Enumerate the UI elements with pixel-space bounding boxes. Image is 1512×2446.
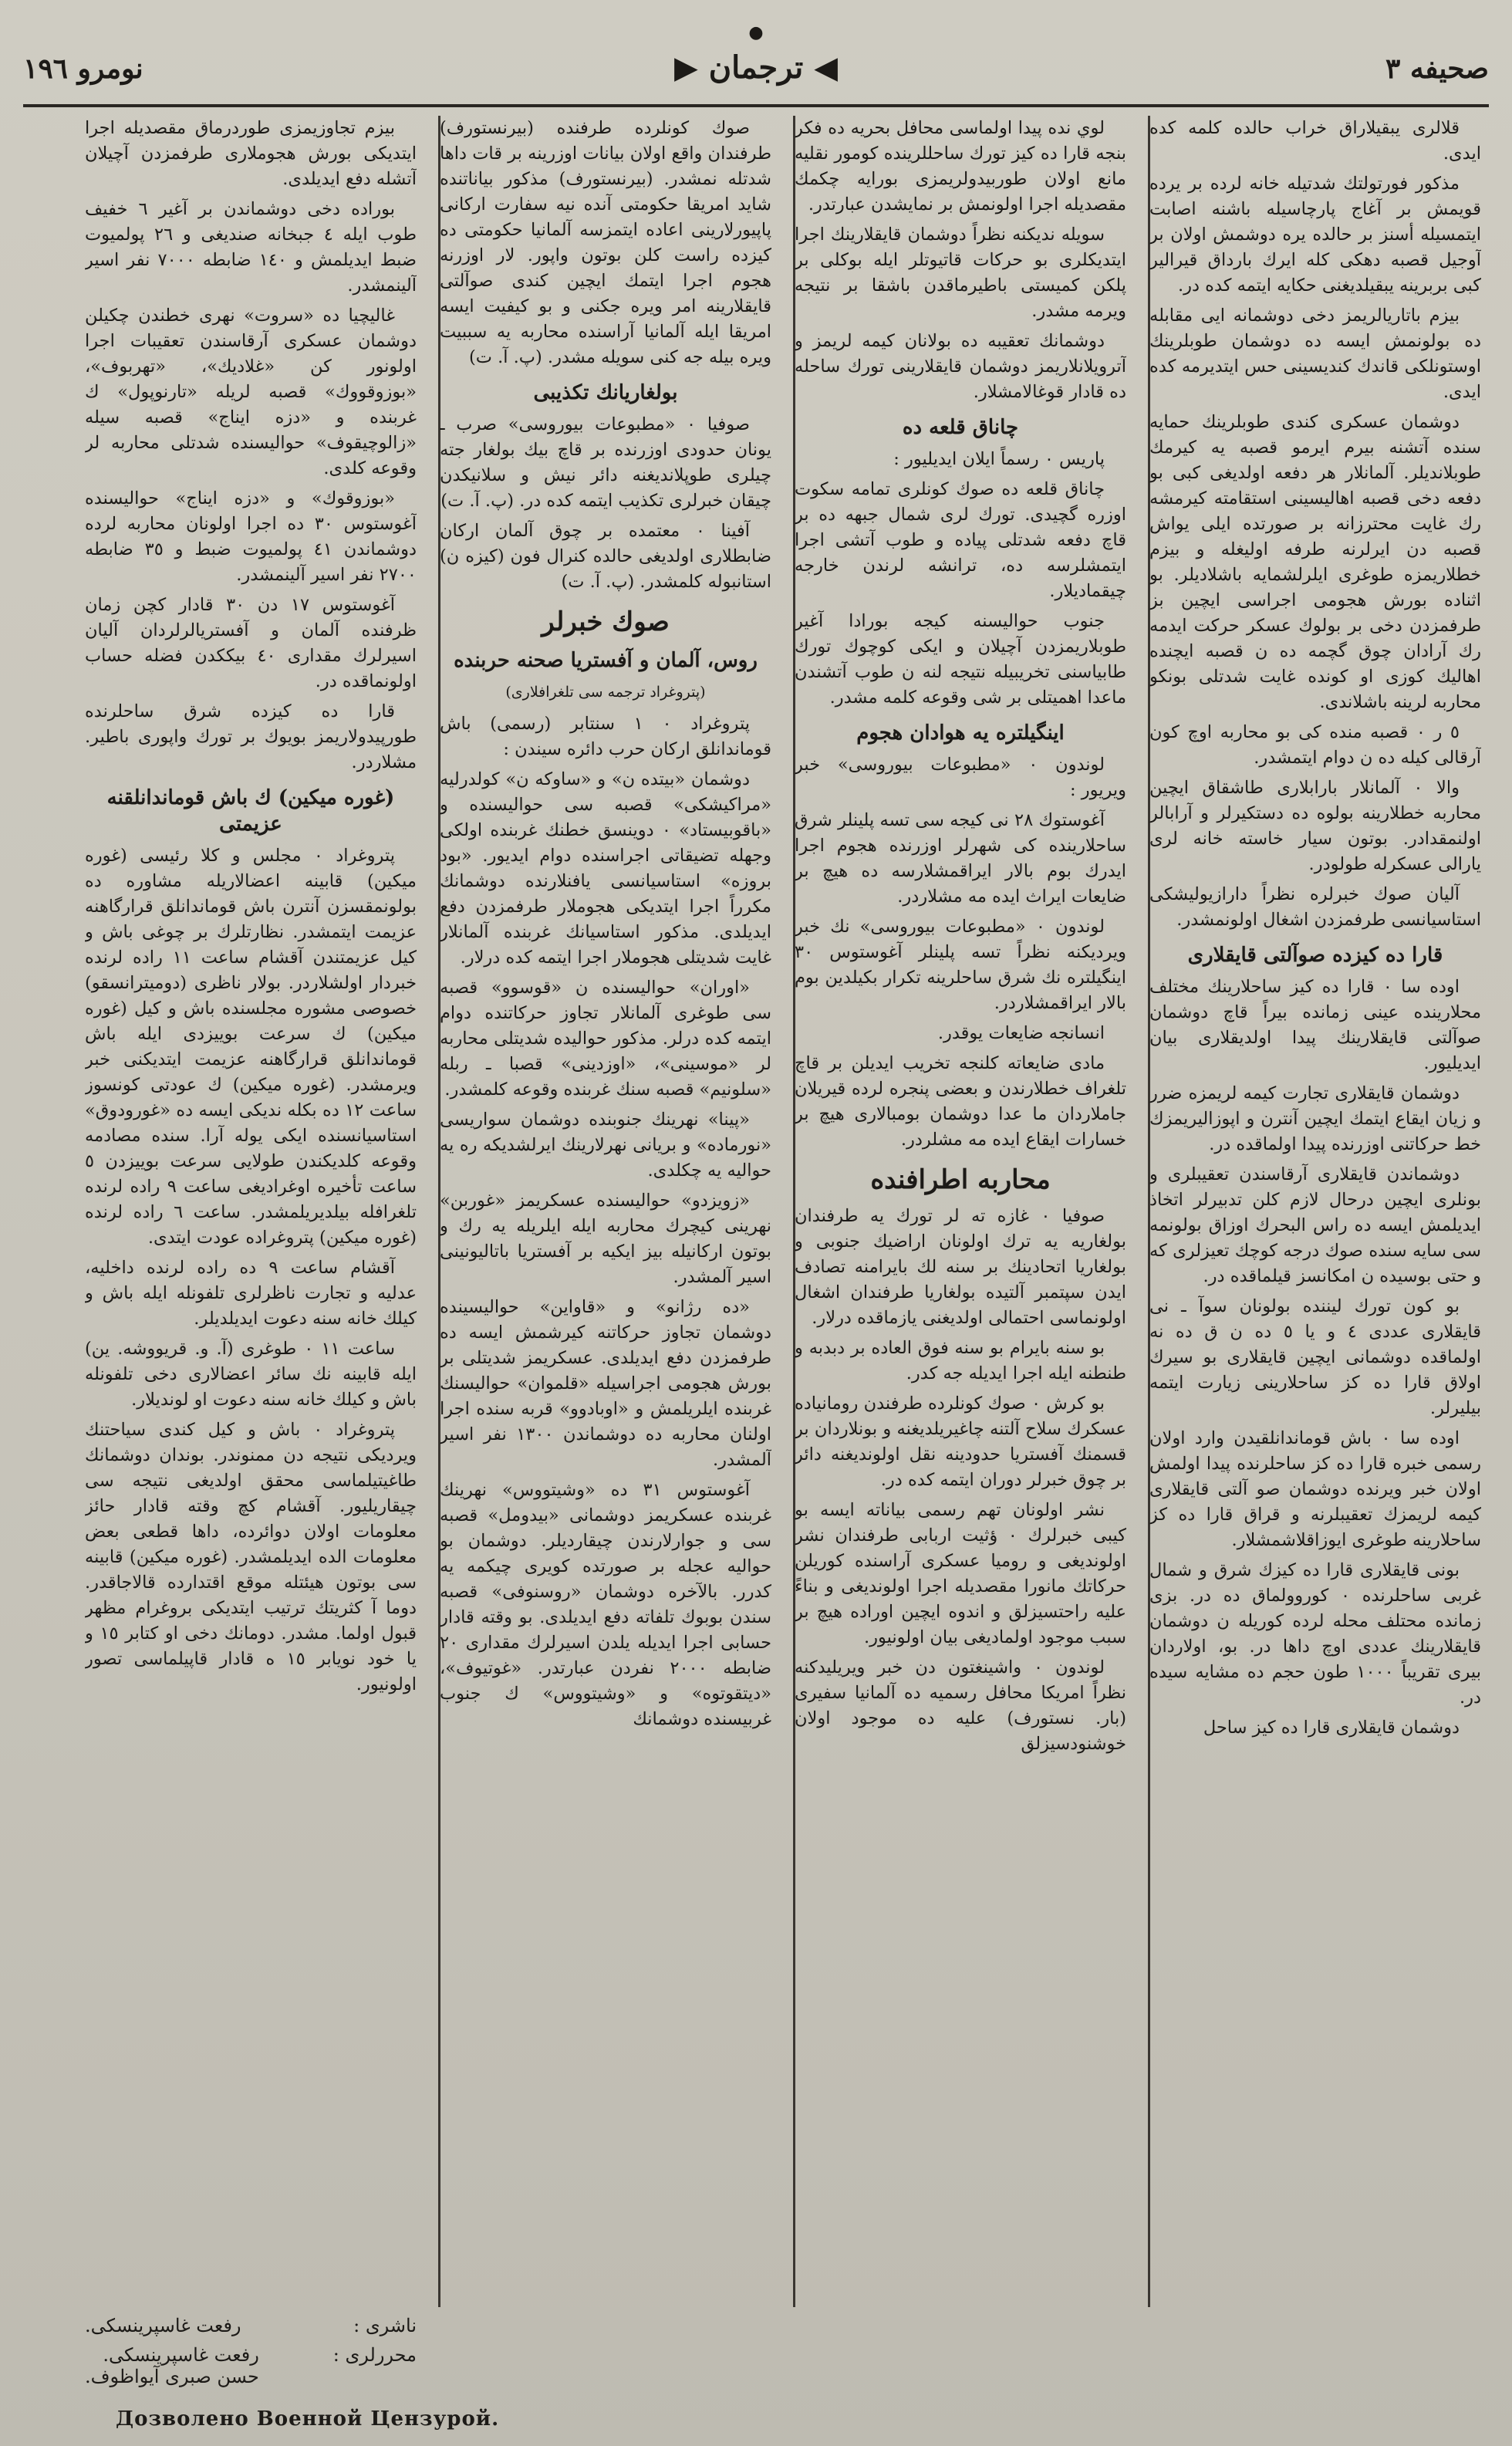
article-paragraph: جنوب حواليسنه كيجه بورادا آغير طوبلاريمزدن آچيلان و ايكى كوچوك تورك طابياسنى تخريبيله نتيجه لنه ن طوب آتشندن ماعدا اهميتلى بر شى وقوعه كلمه مشدر. <box>795 611 1126 708</box>
issue-number: نومرو ١٩٦ <box>23 52 143 85</box>
page-header <box>23 23 1489 100</box>
article-paragraph: آغوستوك ٢٨ نى كيجه سى تسه پلينلر شرق ساحلارينده كى شهرلر اوزرنده هجوم اجرا ايدرك بوم بالار ايراقمشلارسه ده هيچ بر ضايعات ايراث ايده مه مشلاردر. <box>795 810 1126 907</box>
article-paragraph: قلالرى يبقيلاراق خراب حالده كلمه كده ايدى. <box>1149 118 1481 164</box>
article-paragraph: مادى ضايعاته كلنجه تخريب ايديلن بر قاچ تلغراف خطلارندن و بعضى پنجره لرده قيريلان جاملاردان ما عدا دوشمان بومبالارى هيچ بر خسارات ايقاع ايده مه مشلردر. <box>795 1053 1126 1150</box>
page-number-label: صحيفه ٣ <box>1385 52 1489 85</box>
section-heading: چاناق قلعه ده <box>902 416 1019 439</box>
editors-label: محررلرى : <box>332 2344 417 2366</box>
article-paragraph: دوشمان «بيتده ن» و «ساوكه ن» كولدرليه «مراكيشكى» قصبه سى حواليسنده و «باقوبيستاد» ٠ دوينسق خطنك غربنده اولكى وجهله تضيقاتى اجراسنده دوام ايديور. «بود بروزه» استاسيانسى يافنلارنده دوشمانك مكرراً اجرا ايتديكى هجوملار طرفمزدن دفع ايديلدى. مذكور استاسيانك غربنده آلمانلار غايت شديتلى هجوملار اجرا ايتمه كده درلار. <box>440 769 771 968</box>
article-paragraph: پتروغراد ٠ ١ سنتابر (رسمى) باش قوماندانلق اركان حرب دائره سيندن : <box>440 714 771 759</box>
article-paragraph: بيزم تجاوزيمزى طوردرماق مقصديله اجرا ايتديكى بورش هجوملارى طرفمزدن آچيلان آتشله دفع ايديلدى. <box>85 118 417 189</box>
editor-name: رفعت غاسپرينسكى. <box>103 2344 259 2366</box>
article-paragraph: صوفيا ٠ «مطبوعات بيوروسى» صرب ـ يونان حدودى اوزرنده بر قاچ بيك بولغار جته چيلرى طوپلانديغنه دائر نيش و سلانيكدن چيقان خبرلرى تكذيب ايتمه كده در. (پ. آ. ت) <box>440 414 771 511</box>
article-paragraph: ٥ ر ٠ قصبه منده كى بو محاربه اوچ كون آرقالى كيله ده ن دوام ايتمشدر. <box>1149 722 1481 768</box>
article-paragraph: دوشمان قايقلارى تجارت كيمه لريمزه ضرر و زيان ايقاع ايتمك ايچين آنترن و اپوزاليريمزك خط حركاتنى اوزرنده پيدا اولماقده در. <box>1149 1083 1481 1154</box>
columns-area <box>85 116 1481 2353</box>
article-paragraph: پتروغراد ٠ باش و كيل كندى سياحتنك ويرديكى نتيجه دن ممنوندر. بوندان دوشمانك طاغيتيلماسى محقق اولديغى نتيجه سى چيقاريليور. آقشام كچ وقته قادار حائز معلومات اولان دوائرده، داها قطعى بعض معلومات الده ايديلمشدر. (غوره ميكين) قابينه سى بوتون هيئتله موقع اقتدارده قالاجاقدر. دوما آ كثريتك ترتيب ايتديكى بروغرام مظهر قبول اولما. مشدر. دومانك دخى او كتابر ١٥ و يا خود نويابر ١٥ ه قادار قاپيلماسى تصور اولونيور. <box>85 1420 417 1694</box>
editor-name: حسن صبرى آيواظوف. <box>85 2366 259 2387</box>
article-paragraph: بوراده دخى دوشماندن بر آغير ٦ خفيف طوب ايله ٤ جبخانه صنديغى و ٢٦ پولميوت ضبط ايديلمش و ١٤٠ ضابطه ٧٠٠٠ نفر اسير آلينمشدر. <box>85 199 417 296</box>
header-dot-icon: ● <box>748 23 764 42</box>
article-paragraph: «ده رژانو» و «قاواين» حواليسينده دوشمان تجاوز حركاتنه كيرشمش ايسه ده طرفمزدن دفع ايديلدى. عسكريمز شديتلى بر بورش هجومى اجراسيله «قلموان» حواليسنك غربنده ايلريلمش و «اوبادوو» قربه سنده اجرا اولنان محاربه ده دوشماندن ١٣٠٠ نفر اسير آلمشدر. <box>440 1297 771 1470</box>
article-paragraph: آغوستوس ٣١ ده «وشيتووس» نهرينك غربنده عسكريمز دوشمانى «بيدومل» قصبه سى و جوارلارندن چيقارديلر. دوشمان بو حواليه عجله بر صورتده كويرى چيكمه يه كدرر. بالآخره دوشمان «روسنوفى» قصبه سندن بوبوك تلفاته دفع ايديلدى. بو وقته قادار حسابى اجرا ايديله يلدن اسيرلرك مقدارى ٢٠ ضابطه ٢٠٠٠ نفردن عبارتدر. «غوتيوف»، «ديتقوتوه» و «وشيتووس» ك جنوب غربيسنده دوشمانك <box>440 1480 771 1729</box>
section-heading: اينگيلتره يه هوادان هجوم <box>856 721 1065 745</box>
column-4 <box>85 116 417 2292</box>
article-paragraph: صوك كونلرده طرفنده (بيرنستورف) طرفندان واقع اولان بيانات اوزرينه بر قات داها شدتله نمشدر. (بيرنستورف) مذكور بياناتنده شايد امريقا حكومتى آنده نيه سفارت اركانى پاپيورلارينى اعاده ايتمزسه آلمانيا حكومتى ده كيزده راست كلن بوتون واپور. لار اوزرنه هجوم اجرا ايتمك ايچين كندى صوآلتى قايقلارينه امر ويره جكنى و بو كيفيت ايسه امريقا ايله آلمانيا آراسنده محاربه يه سببيت ويره بيله جه كنى سويله مشدر. (پ. آ. ت) <box>440 118 771 367</box>
article-paragraph: دوشماندن قايقلارى آرقاسندن تعقيبلرى و بونلرى ايچين درحال لازم كلن تدبيرلر اتخاذ ايديلمش ايسه ده راس البحرك اوزاق بولونمه سى سايه سنده صوك درجه كوچك تعيزلرى كه و حتى بوسيده ن امكانسز قيلماقده در. <box>1149 1164 1481 1286</box>
article-paragraph: «بوزوقوك» و «دزه ايناج» حواليسنده آغوستوس ٣٠ ده اجرا اولونان محاربه لرده دوشماندن ٤١ پولميوت ضبط و ٣٥ ضابطه ٢٧٠٠ نفر اسير آلينمشدر. <box>85 488 417 585</box>
article-paragraph: بونى قايقلارى قارا ده كيزك شرق و شمال غربى ساحلرنده ٠ كوروولماق ده در. بزى زمانده محتلف محله لرده كوريله ن دوشمان قايقلارينك عددى اوچ داها در. بو، اولاردان بيرى تقريباً ١٠٠٠ طون حجم ده مشايه سيده در. <box>1149 1560 1481 1708</box>
article-paragraph: دوشمانك تعقيبه ده بولانان كيمه لريمز و آترويلانلاريمز دوشمان قايقلارينى تورك ساحله ده قادار قوغالامشلار. <box>795 331 1126 402</box>
article-paragraph: پتروغراد ٠ مجلس و كلا رئيسى (غوره ميكين) قابينه اعضالاريله مشاوره ده بولونمقسزن آنترن باش قوماندانلق قرارگاهنه عزيمت ايتمشدر. نظارتلرك بر چوغى باش و كيل عزيمتندن آقشام ساعت ١١ راده لرنده خبردار اولشلاردر. بولار ناظرى (دوميترانسقو) خصوصى مشوره مجلسنده باش و كيل (غوره ميكين) ك سرعت بوييزدى ايله باش قوماندانلق قرارگاهنه عزيمت ايتديكنى خبر ويرمشدر. (غوره ميكين) ك عودتى كونسوز ساعت ١٢ ده بكله نديكى ايسه ده «غورودوق» استاسيانسنده ايكى يوله آرا. سنده مصادمه وقوعه كلديكندن طولايى سرعت بوييزدن ٥ ساعت تأخيره اوغراديغى ساعت ٩ راده لرنده تلغرافله بيلديريلمشدر. ساعت ٦ راده لرنده (غوره ميكين) پتروغراده عودت ايتدى. <box>85 846 417 1248</box>
article-paragraph: سويله نديكنه نظراً دوشمان قايقلارينك اجرا ايتديكلرى بو حركات قاتيوتلر ايله بوكلى بر پلكن كميستى باطيرماقدن باشقا بر نتيجه ويرمه مشدر. <box>795 225 1126 321</box>
title-ornament-left-icon: ◀ <box>814 49 839 86</box>
header-rule <box>23 104 1489 107</box>
section-heading: بولغاريانك تكذيبى <box>533 381 678 404</box>
article-paragraph: «اوران» حواليسنده ن «قوسوو» قصبه سى طوغرى آلمانلار تجاوز حركاتنده دوام ايتمه كده درلر. مذكور حواليده شديتلى محاربه لر «موسينى»، «اوزدينى» قصبا ـ ربله «سلونيم» قصبه سنك غربنده وقوعه كلمشدر. <box>440 978 771 1100</box>
section-subnote: (پتروغراد ترجمه سى تلغرافلارى) <box>505 684 706 701</box>
article-paragraph: آقشام ساعت ٩ ده راده لرنده داخليه، عدليه و تجارت ناظرلرى تلفونله ايله باش و كيلك خانه سنه دعوت ايديلديلر. <box>85 1258 417 1329</box>
article-paragraph: بيزم باتاريالريمز دخى دوشمانه ايى مقابله ده بولونمش ايسه ده دوشمان طوبلرينك اوستونلكى قاندك كنديسينى حس ايتديرمه كده ايدى. <box>1149 306 1481 402</box>
editors-row <box>85 2344 417 2387</box>
article-paragraph: آليان صوك خبرلره نظراً دارازيوليشكى استاسيانسى طرفمزدن اشغال اولونمشدر. <box>1149 884 1481 930</box>
article-paragraph: لوندون ٠ واشينغتون دن خبر ويريليدكنه نظراً امريكا محافل رسميه ده آلمانيا سفيرى (بار. نستورف) عليه ده موجود اولان خوشنودسيزلق <box>795 1657 1126 1754</box>
article-paragraph: آفينا ٠ معتمده بر چوق آلمان اركان ضابطلارى اولديغى حالده كنرال فون (كيزه ن) استانبوله كلمشدر. (پ. آ. ت) <box>440 521 771 592</box>
newspaper-title-text: ترجمان <box>708 49 804 86</box>
article-paragraph: «زويزدو» حواليسنده عسكريمز «غوربن» نهرينى كيچرك محاربه ايله ايلريله يه رك و بوتون اركانيله بيز ايكيه بر آفستريا باتاليونينى اسير آلمشدر. <box>440 1191 771 1287</box>
article-paragraph: چاناق قلعه ده صوك كونلرى تمامه سكوت اوزره گچيدى. تورك لرى شمال جبهه ده بر قاچ دفعه شدتلى پياده و طوب آتشى اجرا ايتمشلرسه ده، ترانشه لرندن خارجه چيقماديلار. <box>795 479 1126 601</box>
article-paragraph: اوده سا ٠ باش قوماندانلقيدن وارد اولان رسمى خبره قارا ده كز ساحلرنده پيدا اولمش اولان خبر ويرنده دوشمان صو آلتى قايقلارى كيمه لريمزك تعقيبلرنه و قراق قارا ده كز ساحلارينه طوغرى ايوزاقلاشمشلار. <box>1149 1428 1481 1550</box>
section-heading: قارا ده كيزده صوآلتى قايقلارى <box>1187 944 1443 967</box>
section-heading-large: محاربه اطرافنده <box>870 1164 1051 1195</box>
column-1 <box>1149 116 1481 2346</box>
article-paragraph: بو كون تورك ليننده بولونان سوآ ـ نى قايقلارى عددى ٤ و يا ٥ ده ن ق ده نه اولماقده دوشمانى ايچين قايقلارى بو سيرك اولاق قارا ده كز ساحلارينى زيارت ايتمه بيليرلر. <box>1149 1296 1481 1418</box>
publisher-name: رفعت غاسپرينسكى. <box>85 2315 241 2336</box>
article-paragraph: مذكور فورتولتك شدتيله خانه لرده بر يرده قويمش بر آغاج پارچاسيله باشنه اصابت ايتمسيله أسنز بر حالده يره دوشمش اولان بر آوجيل قصبه دهكى كله ايرك بارداق قيرالير كبى بربرينه يبقيلديغنى حكايه ايتمه كده در. <box>1149 174 1481 296</box>
article-paragraph: صوفيا ٠ غازه ته لر تورك يه طرفندان بولغاريه يه ترك اولونان اراضيك جنوبى و بولغاريا اتحادينك بر سنه لك بايرامنه تصادف ايدن سپتمبر آلتيده بولغاريا طرفندان اشغال اولونماسى احتمالى اولديغنى يازماقده درلار. <box>795 1206 1126 1328</box>
article-paragraph: ساعت ١١ ٠ طوغرى (آ. و. قريووشه. ين) ايله قابينه نك سائر اعضالارى دخى تلفونله باش و كيلك خانه سنه دعوت او لونديلار. <box>85 1339 417 1410</box>
publisher-row <box>85 2315 417 2336</box>
section-heading: (غوره ميكين) ك باش قوماندانلقنه عزيمتى <box>106 786 395 836</box>
column-2 <box>795 116 1126 2346</box>
imprint-block <box>85 2315 417 2395</box>
article-paragraph: بو كرش ٠ صوك كونلرده طرفندن رومانياده عسكرك سلاح آلتنه چاغيريلديغنه و بونلاردان بر قسمنك آفستريا حدودينه نقل اولونديغنه دائر بر چوق خبرلر دوران ايتمه كده در. <box>795 1394 1126 1490</box>
censorship-note: Дозволено Военной Цензурой. <box>116 2407 500 2431</box>
newspaper-title <box>674 49 838 86</box>
article-paragraph: بو سنه بايرام بو سنه فوق العاده بر دبدبه و طنطنه ايله اجرا ايديله جه كدر. <box>795 1338 1126 1383</box>
article-paragraph: لوندون ٠ «مطبوعات بيوروسى» نك خبر ويرديكنه نظراً تسه پلينلر آغوستوس ٣٠ اينگيلتره نك شرق ساحلرينه تكرار بكيلدين بوم بالار ايراقمشلاردر. <box>795 917 1126 1013</box>
section-subheading: روس، آلمان و آفستريا صحنه حربنده <box>454 649 758 672</box>
column-3 <box>440 116 771 2346</box>
article-paragraph: پاريس ٠ رسماً ايلان ايديليور : <box>893 449 1105 469</box>
article-paragraph: آغوستوس ١٧ دن ٣٠ قادار كچن زمان ظرفنده آلمان و آفستريالرلردان آليان اسيرلرك مقدارى ٤٠ بيككدن فضله حساب اولونماقده در. <box>85 595 417 691</box>
publisher-label: ناشرى : <box>353 2315 417 2336</box>
editors-names <box>85 2344 259 2387</box>
article-paragraph: لوي نده پيدا اولماسى محافل بحريه ده فكر بنجه قارا ده كيز تورك ساحللرينده كومور نقليه مانع اولان طوربيدولريمزى بورايه چكمك مقصديله اجرا اولونمش بر نمايشدن عبارتدر. <box>795 118 1126 215</box>
article-paragraph: نشر اولونان تهم رسمى بياناته ايسه بو كيبى خبرلرك ٠ ؤثيت اربابى طرفندان نشر اولونديغى و روميا عسكرى آراسنده كوريلن حركاتك مانورا مقصديله اجرا اولونديغى و بناءً عليه راحتسيزلق و اندوه ايچين اوراده هيچ بر سبب موجود اولماديغى بيان اولونيور. <box>795 1500 1126 1647</box>
article-paragraph: دوشمان عسكرى كندى طوبلرينك حمايه سنده آتشنه بيرم ايرمو قصبه يه كيرمك طوبلانديلر. آلمانلار هر دفعه اولديغى كبى بو دفعه دخى قصبه اهاليسينى استقامته كيرمشه رك غايت محترزانه بر صورتده ايلى يواش قصبه دن ايرلرنه طرفه اوليغله و بيزم خطلاريمزه طوغرى ايلرلشمايه باشلاديلر. بو اثناده بورش هجومى اجراسى ايچين بز طرفمزدن دخى بر بولوك عسكر حركت ايدمه رك آرادان چوق گچمه ده ن قصبه ايچنده اهاليك كوزى او كونده غايت شدتلى بونكو محاربه لرينه باشلاندى. <box>1149 412 1481 712</box>
title-ornament-right-icon: ▶ <box>673 49 698 86</box>
article-paragraph: اوده سا ٠ قارا ده كيز ساحلارينك مختلف محلارينده عينى زمانده بيراً قاچ دوشمان صوآلتى قايقلارينك پيدا اولديقلارى بيان ايديليور. <box>1149 977 1481 1073</box>
section-heading-large: صوك خبرلر <box>542 606 670 637</box>
article-paragraph: لوندون ٠ «مطبوعات بيوروسى» خبر ويريور : <box>795 755 1126 800</box>
article-paragraph: قارا ده كيزده شرق ساحلرنده طورپيدولاريمز بويوك بر تورك واپورى باطير. مشلاردر. <box>85 701 417 772</box>
article-paragraph: انسانجه ضايعات يوقدر. <box>937 1023 1105 1043</box>
article-paragraph: غاليچيا ده «سروت» نهرى خطندن چكيلن دوشمان عسكرى آرقاسندن تعقيبات اجرا اولونور كن «غلاديك»، «تهربوف»، «بوزوقووك» قصبه لريله «تارنوپول» ك غربنده و «دزه ايناج» قصبه سيله «زالوچيقوف» حواليسنده شدتلى محاربه لر وقوعه كلدى. <box>85 306 417 478</box>
article-paragraph: «پينا» نهرينك جنوبنده دوشمان سواريسى «نورماده» و بريانى نهرلارينك ايرلشديكه ره يه حواليه يه چكلدى. <box>440 1110 771 1181</box>
article-paragraph: دوشمان قايقلارى قارا ده كيز ساحل <box>1203 1718 1460 1738</box>
article-paragraph: والا ٠ آلمانلار بارابلارى طاشقاق ايچين محاربه خطلارينه بولوه ده دستكيرلر و آرابالر اولنمقدادر. بوتون سيار خاسته خانه لرى يارالى عسكرله طولودر. <box>1149 778 1481 874</box>
